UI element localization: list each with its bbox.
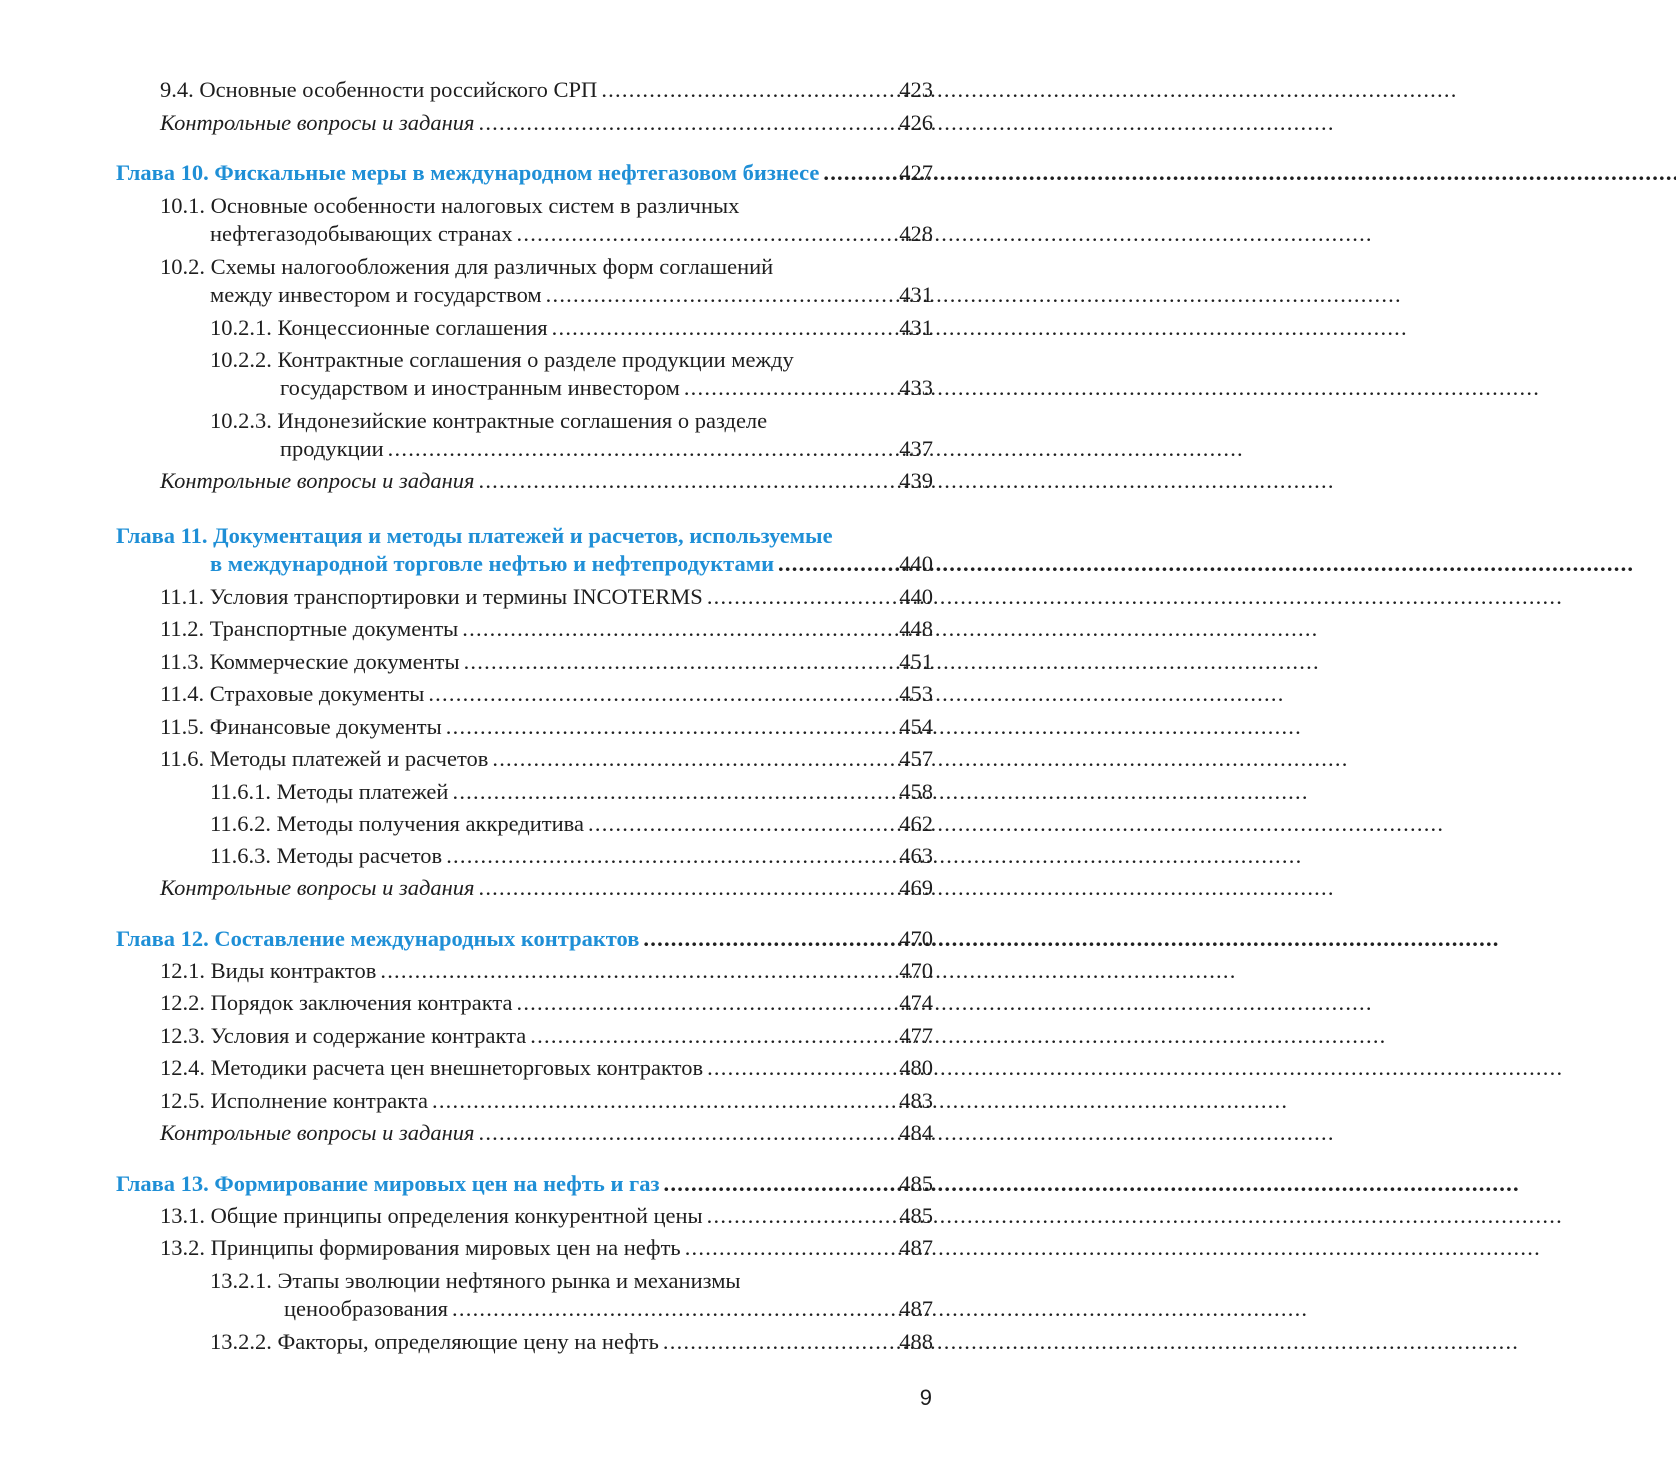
toc-entry-10-2-line1: 10.2. Схемы налогообложения для различных форм соглашений bbox=[160, 254, 774, 279]
toc-page-number: 480 bbox=[899, 1055, 933, 1080]
toc-entry-title: продукции bbox=[280, 436, 384, 461]
chapter-title: в международной торговле нефтью и нефтепродуктами bbox=[210, 551, 775, 576]
toc-page-number: 469 bbox=[899, 875, 933, 900]
leader-dots bbox=[546, 281, 899, 309]
toc-entry-title: ценообразования bbox=[284, 1296, 449, 1321]
leader-dots bbox=[663, 1328, 898, 1356]
toc-chapter-12 bbox=[116, 925, 933, 953]
toc-page-number: 428 bbox=[899, 221, 933, 246]
toc-entry-title: Контрольные вопросы и задания bbox=[160, 110, 475, 135]
toc-entry-title: 11.4. Страховые документы bbox=[160, 681, 425, 706]
leader-dots bbox=[588, 810, 898, 838]
toc-page-number: 483 bbox=[899, 1088, 933, 1113]
leader-dots bbox=[478, 109, 898, 137]
toc-entry-11-3 bbox=[160, 648, 933, 676]
toc-entry-10-2-2-line1: 10.2.2. Контрактные соглашения о разделе продукции между bbox=[210, 347, 794, 372]
toc-page-number: 431 bbox=[899, 315, 933, 340]
toc-entry-questions-11 bbox=[160, 874, 933, 902]
toc-entry-title: 13.2.2. Факторы, определяющие цену на нефть bbox=[210, 1329, 659, 1354]
toc-page-number: 488 bbox=[899, 1329, 933, 1354]
toc-entry-title: 11.6. Методы платежей и расчетов bbox=[160, 746, 489, 771]
toc-page-number: 457 bbox=[899, 746, 933, 771]
page-number: 9 bbox=[919, 1385, 932, 1410]
leader-dots bbox=[380, 957, 898, 985]
toc-entry-11-1 bbox=[160, 583, 933, 611]
toc-entry-11-6-3 bbox=[210, 842, 933, 870]
leader-dots bbox=[664, 1170, 899, 1198]
toc-entry-13-2-2 bbox=[210, 1328, 933, 1356]
leader-dots bbox=[446, 842, 898, 870]
toc-entry-13-1 bbox=[160, 1202, 933, 1230]
leader-dots bbox=[685, 1234, 899, 1262]
toc-page-number: 462 bbox=[899, 811, 933, 836]
leader-dots bbox=[530, 1022, 898, 1050]
toc-page-number: 485 bbox=[899, 1203, 933, 1228]
toc-page-number: 487 bbox=[899, 1296, 933, 1321]
leader-dots bbox=[684, 374, 898, 402]
leader-dots bbox=[428, 680, 898, 708]
toc-entry-title: Контрольные вопросы и задания bbox=[160, 1120, 475, 1145]
toc-entry-11-6-2 bbox=[210, 810, 933, 838]
toc-entry-10-2 bbox=[210, 281, 933, 309]
toc-page-number: 458 bbox=[899, 779, 933, 804]
toc-entry-10-2-3-line1: 10.2.3. Индонезийские контрактные соглашения о разделе bbox=[210, 408, 768, 433]
leader-dots bbox=[707, 583, 898, 611]
toc-page-number: 470 bbox=[899, 926, 933, 951]
toc-entry-10-1-line1: 10.1. Основные особенности налоговых систем в различных bbox=[160, 193, 740, 218]
toc-entry-13-2 bbox=[160, 1234, 933, 1262]
chapter-title: Глава 13. Формирование мировых цен на нефть и газ bbox=[116, 1171, 660, 1196]
toc-page-number: 440 bbox=[899, 584, 933, 609]
leader-dots bbox=[707, 1054, 898, 1082]
toc-page-number: 448 bbox=[899, 616, 933, 641]
toc-page-number: 423 bbox=[899, 77, 933, 102]
toc-entry-title: 12.5. Исполнение контракта bbox=[160, 1088, 428, 1113]
toc-page-number: 440 bbox=[899, 551, 933, 576]
leader-dots bbox=[446, 713, 899, 741]
toc-entry-title: 13.2. Принципы формирования мировых цен на нефть bbox=[160, 1235, 681, 1260]
toc-entry-title: Контрольные вопросы и задания bbox=[160, 875, 475, 900]
toc-entry-questions-12 bbox=[160, 1119, 933, 1147]
toc-entry-title: 11.5. Финансовые документы bbox=[160, 714, 442, 739]
toc-entry-12-4 bbox=[160, 1054, 933, 1082]
leader-dots bbox=[643, 925, 898, 953]
toc-entry-11-6 bbox=[160, 745, 933, 773]
leader-dots bbox=[452, 778, 898, 806]
leader-dots bbox=[464, 648, 899, 676]
toc-entry-title: 12.2. Порядок заключения контракта bbox=[160, 990, 513, 1015]
toc-page-number: 474 bbox=[899, 990, 933, 1015]
toc-chapter-11-line1: Глава 11. Документация и методы платежей и расчетов, используемые bbox=[116, 523, 833, 548]
toc-entry-title: 11.2. Транспортные документы bbox=[160, 616, 459, 641]
toc-entry-10-2-3 bbox=[280, 435, 933, 463]
leader-dots bbox=[462, 615, 898, 643]
toc-entry-title: нефтегазодобывающих странах bbox=[210, 221, 513, 246]
toc-entry-title: 11.6.3. Методы расчетов bbox=[210, 843, 443, 868]
toc-entry-10-2-1 bbox=[210, 314, 933, 342]
toc-entry-11-6-1 bbox=[210, 778, 933, 806]
toc-page-number: 485 bbox=[899, 1171, 933, 1196]
toc-entry-9-4 bbox=[160, 76, 933, 104]
leader-dots bbox=[601, 76, 898, 104]
toc-entry-13-2-1 bbox=[284, 1295, 933, 1323]
toc-entry-title: 13.1. Общие принципы определения конкурентной цены bbox=[160, 1203, 703, 1228]
toc-entry-title: между инвестором и государством bbox=[210, 282, 542, 307]
leader-dots bbox=[452, 1295, 898, 1323]
leader-dots bbox=[478, 467, 898, 495]
leader-dots bbox=[432, 1087, 898, 1115]
toc-page-number: 453 bbox=[899, 681, 933, 706]
toc-entry-title: государством и иностранным инвестором bbox=[280, 375, 680, 400]
toc-chapter-11 bbox=[210, 550, 933, 578]
toc-page-number: 487 bbox=[899, 1235, 933, 1260]
toc-entry-12-1 bbox=[160, 957, 933, 985]
toc-entry-11-2 bbox=[160, 615, 933, 643]
toc-page-number: 439 bbox=[899, 468, 933, 493]
toc-page-number: 454 bbox=[899, 714, 933, 739]
toc-page-number: 433 bbox=[899, 375, 933, 400]
toc-entry-10-2-2 bbox=[280, 374, 933, 402]
toc-entry-title: 11.1. Условия транспортировки и термины INCOTERMS bbox=[160, 584, 703, 609]
toc-chapter-13 bbox=[116, 1170, 933, 1198]
leader-dots bbox=[478, 874, 898, 902]
chapter-title: Глава 10. Фискальные меры в международном нефтегазовом бизнесе bbox=[116, 160, 820, 185]
toc-entry-13-2-1-line1: 13.2.1. Этапы эволюции нефтяного рынка и механизмы bbox=[210, 1268, 741, 1293]
leader-dots bbox=[778, 550, 898, 578]
toc-entry-10-1 bbox=[210, 220, 933, 248]
chapter-title: Глава 12. Составление международных контрактов bbox=[116, 926, 640, 951]
toc-entry-title: 11.6.1. Методы платежей bbox=[210, 779, 449, 804]
toc-entry-title: 12.3. Условия и содержание контракта bbox=[160, 1023, 527, 1048]
toc-chapter-10 bbox=[116, 159, 933, 187]
leader-dots bbox=[823, 159, 898, 187]
toc-entry-title: Контрольные вопросы и задания bbox=[160, 468, 475, 493]
toc-page-number: 463 bbox=[899, 843, 933, 868]
leader-dots bbox=[517, 220, 899, 248]
toc-entry-title: 12.4. Методики расчета цен внешнеторговых контрактов bbox=[160, 1055, 704, 1080]
toc-entry-title: 11.6.2. Методы получения аккредитива bbox=[210, 811, 584, 836]
toc-entry-title: 11.3. Коммерческие документы bbox=[160, 649, 460, 674]
toc-page-number: 437 bbox=[899, 436, 933, 461]
toc-entry-11-5 bbox=[160, 713, 933, 741]
toc-page-number: 427 bbox=[899, 160, 933, 185]
toc-page-number: 451 bbox=[899, 649, 933, 674]
leader-dots bbox=[492, 745, 898, 773]
toc-page-number: 484 bbox=[899, 1120, 933, 1145]
leader-dots bbox=[707, 1202, 899, 1230]
toc-entry-title: 9.4. Основные особенности российского СРП bbox=[160, 77, 598, 102]
leader-dots bbox=[478, 1119, 898, 1147]
toc-entry-questions-10 bbox=[160, 467, 933, 495]
toc-page-number: 470 bbox=[899, 958, 933, 983]
toc-entry-11-4 bbox=[160, 680, 933, 708]
toc-entry-title: 12.1. Виды контрактов bbox=[160, 958, 377, 983]
toc-entry-12-5 bbox=[160, 1087, 933, 1115]
leader-dots bbox=[388, 435, 899, 463]
toc-entry-questions-9 bbox=[160, 109, 933, 137]
toc-page-number: 426 bbox=[899, 110, 933, 135]
toc-entry-12-3 bbox=[160, 1022, 933, 1050]
leader-dots bbox=[552, 314, 899, 342]
leader-dots bbox=[516, 989, 898, 1017]
toc-entry-12-2 bbox=[160, 989, 933, 1017]
toc-page-number: 477 bbox=[899, 1023, 933, 1048]
toc-entry-title: 10.2.1. Концессионные соглашения bbox=[210, 315, 548, 340]
toc-page-number: 431 bbox=[899, 282, 933, 307]
